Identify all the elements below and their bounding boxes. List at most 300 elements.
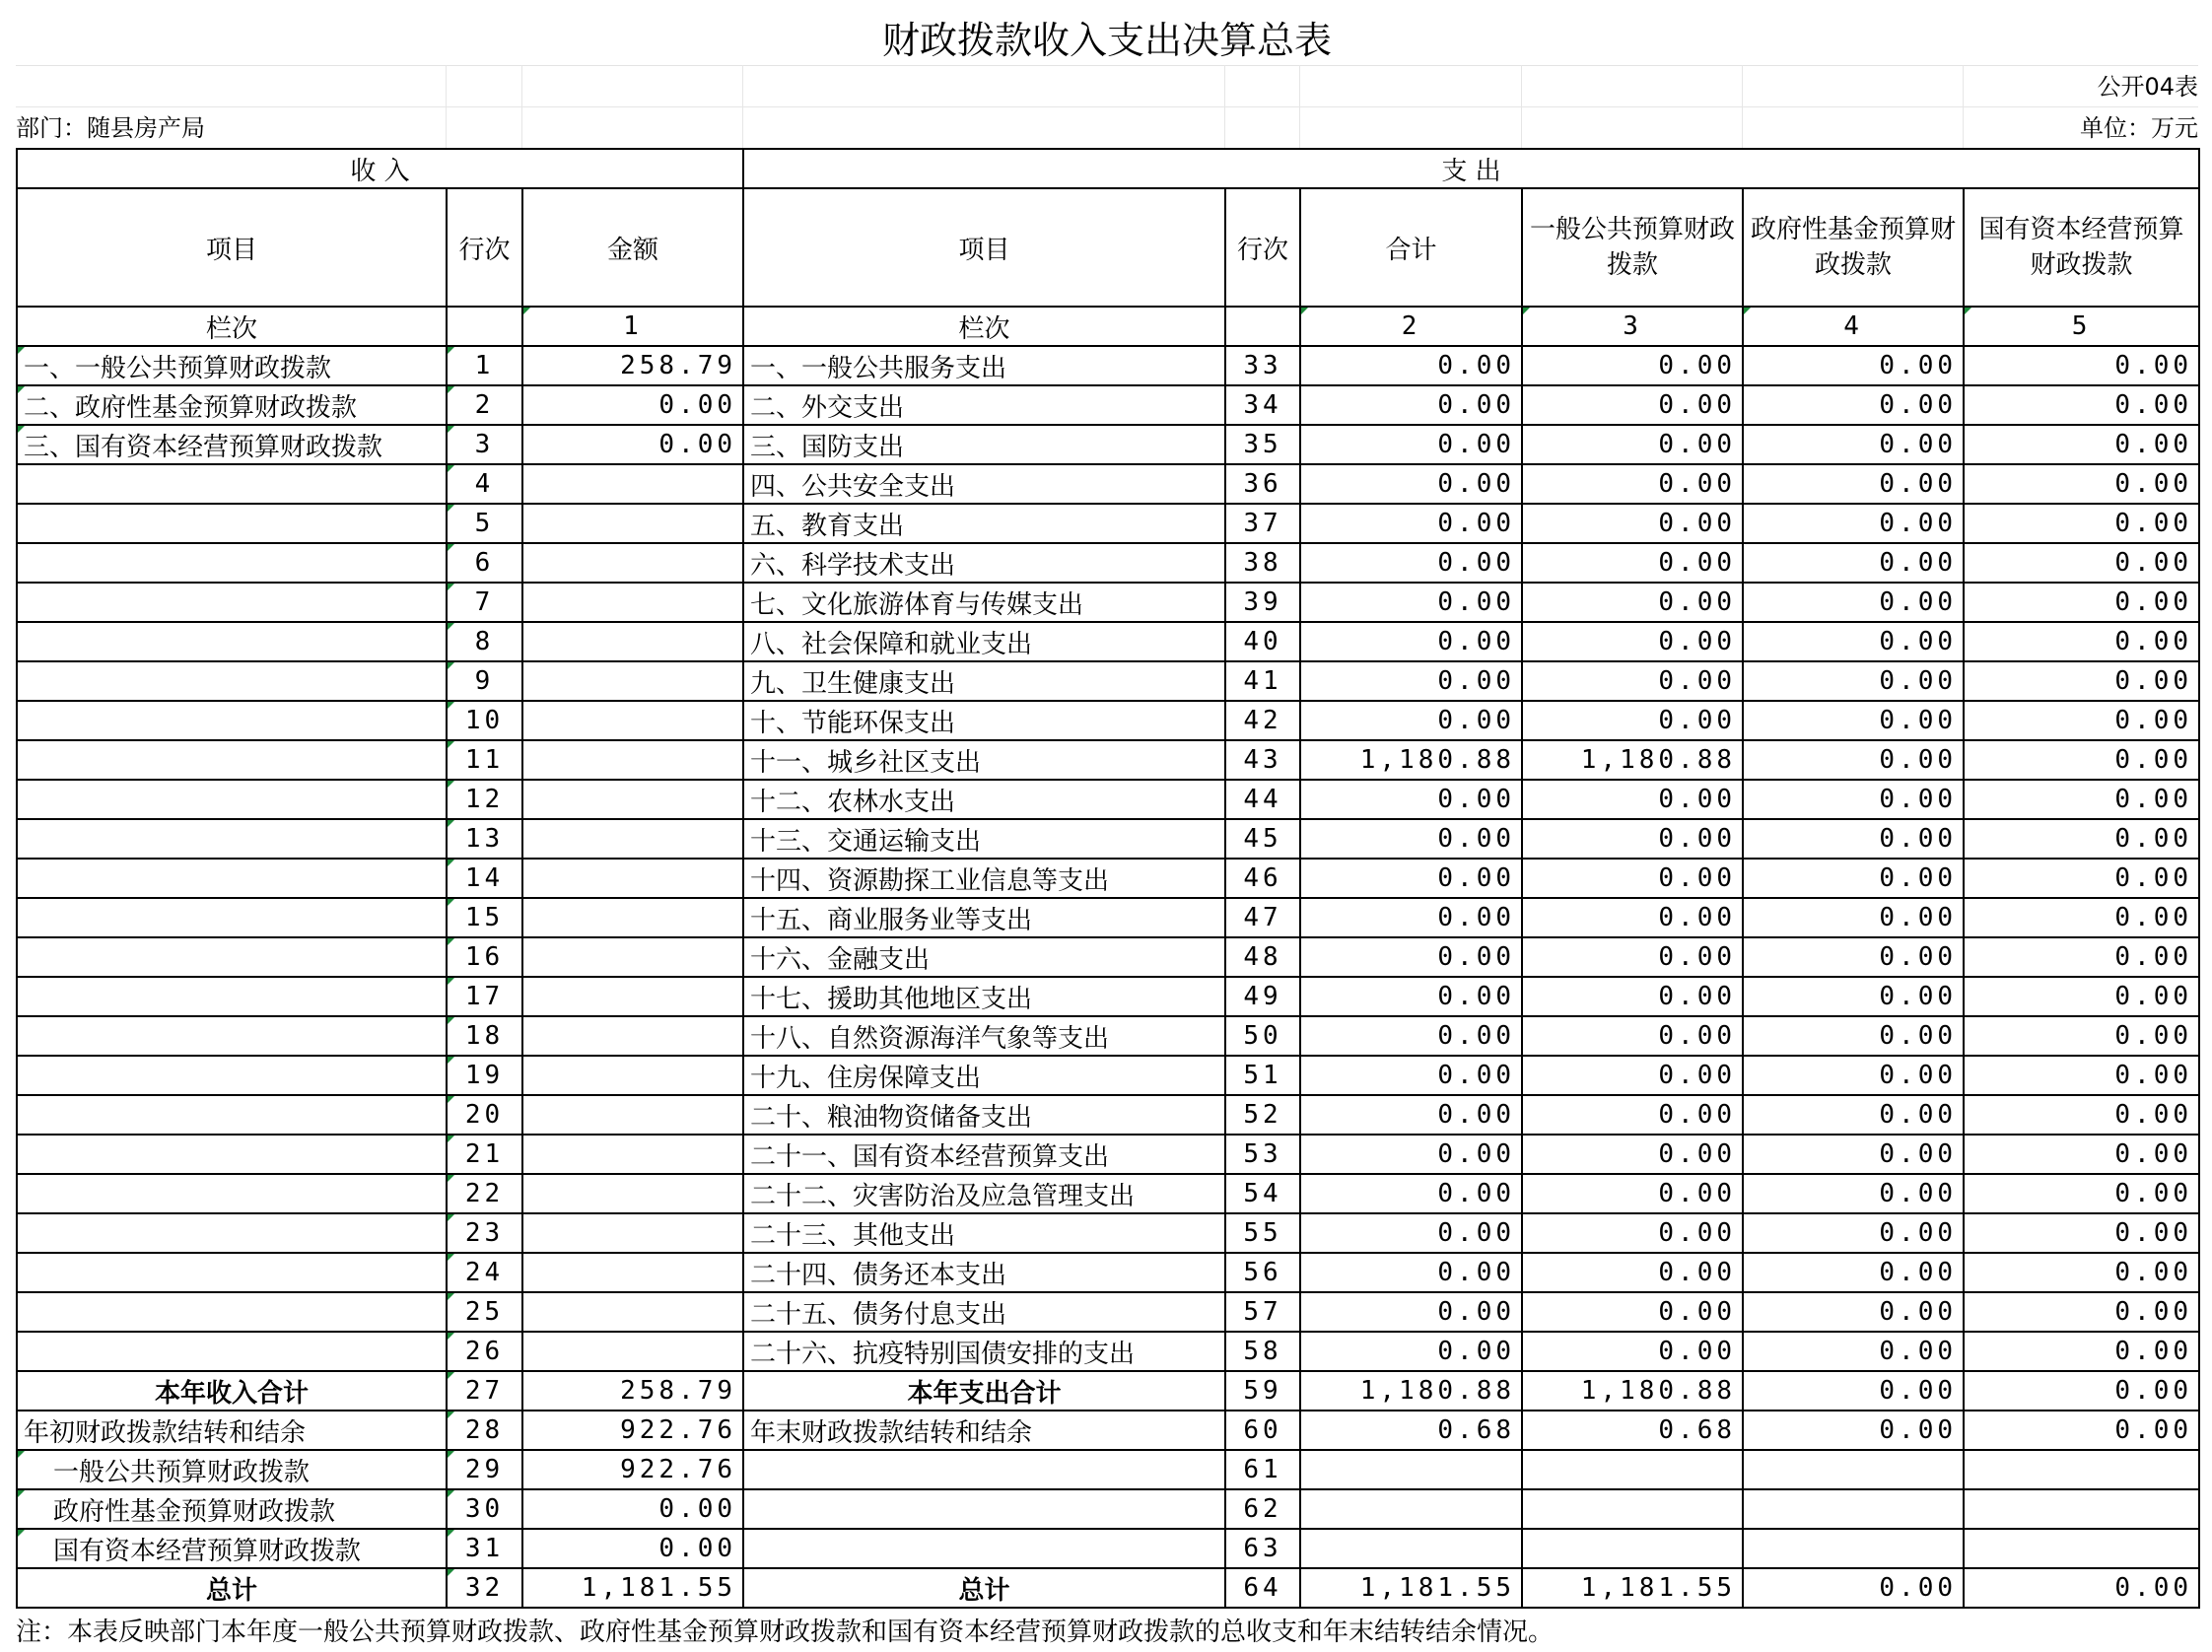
amount-cell: 0.00	[1743, 346, 1964, 385]
income-item: 二、政府性基金预算财政拨款	[17, 385, 447, 425]
amount-cell: 0.00	[1300, 622, 1522, 661]
table-row	[17, 898, 2199, 937]
amount-cell: 0.00	[1300, 1056, 1522, 1095]
amount-cell: 0.00	[1964, 1292, 2199, 1332]
row-number: 46	[1225, 859, 1300, 898]
total-header: 合计	[1300, 188, 1522, 307]
fund-budget-header: 政府性基金预算财政拨款	[1743, 188, 1964, 307]
table-row	[17, 1095, 2199, 1135]
expense-item: 十九、住房保障支出	[743, 1056, 1225, 1095]
amount-cell: 0.00	[1522, 543, 1743, 583]
amount-cell: 0.00	[1964, 701, 2199, 740]
row-number: 23	[447, 1213, 522, 1253]
empty-cell	[743, 1450, 1225, 1489]
amount-cell: 0.00	[1300, 1135, 1522, 1174]
row-number: 27	[447, 1371, 522, 1411]
row-number: 28	[447, 1411, 522, 1450]
expense-item: 六、科学技术支出	[743, 543, 1225, 583]
income-item	[17, 543, 447, 583]
empty-cell	[1743, 1489, 1964, 1529]
expense-rowno-header: 行次	[1225, 188, 1300, 307]
amount-cell	[522, 1253, 743, 1292]
amount-cell: 0.00	[1522, 977, 1743, 1016]
amount-cell: 0.00	[1300, 425, 1522, 464]
amount-cell: 0.00	[1964, 1016, 2199, 1056]
row-number: 32	[447, 1568, 522, 1608]
empty-cell	[1522, 1450, 1743, 1489]
form-number: 公开04表	[2097, 73, 2198, 101]
row-number: 6	[447, 543, 522, 583]
amount-cell: 0.00	[1743, 1332, 1964, 1371]
expense-item: 十六、金融支出	[743, 937, 1225, 977]
row-number: 35	[1225, 425, 1300, 464]
expense-item: 二十六、抗疫特别国债安排的支出	[743, 1332, 1225, 1371]
row-number: 50	[1225, 1016, 1300, 1056]
amount-cell: 0.00	[1743, 1174, 1964, 1213]
row-number: 4	[447, 464, 522, 504]
income-item	[17, 1056, 447, 1095]
empty-cell	[743, 1529, 1225, 1568]
amount-cell: 0.00	[1522, 385, 1743, 425]
row-number: 54	[1225, 1174, 1300, 1213]
table-row	[17, 1174, 2199, 1213]
expense-item-header: 项目	[743, 188, 1225, 307]
amount-cell: 0.00	[1300, 1213, 1522, 1253]
amount-cell	[522, 661, 743, 701]
amount-cell: 922.76	[522, 1411, 743, 1450]
amount-cell: 0.00	[1300, 819, 1522, 859]
expense-item: 十三、交通运输支出	[743, 819, 1225, 859]
row-number: 61	[1225, 1450, 1300, 1489]
department-label: 部门：随县房产局	[16, 114, 205, 142]
row-number: 58	[1225, 1332, 1300, 1371]
expense-item: 十、节能环保支出	[743, 701, 1225, 740]
table-row	[17, 622, 2199, 661]
amount-cell: 0.00	[1300, 1292, 1522, 1332]
amount-cell: 0.00	[1964, 819, 2199, 859]
empty-cell	[1522, 1529, 1743, 1568]
income-item	[17, 583, 447, 622]
income-item	[17, 1135, 447, 1174]
amount-cell: 0.00	[1300, 898, 1522, 937]
row-number: 12	[447, 780, 522, 819]
balance-sub-label: 国有资本经营预算财政拨款	[17, 1529, 447, 1568]
amount-cell: 0.00	[1522, 701, 1743, 740]
amount-cell: 0.00	[1964, 740, 2199, 780]
amount-cell: 0.00	[1522, 1135, 1743, 1174]
row-number: 11	[447, 740, 522, 780]
amount-cell: 1,180.88	[1522, 740, 1743, 780]
row-number: 63	[1225, 1529, 1300, 1568]
amount-cell: 0.00	[1964, 464, 2199, 504]
income-item	[17, 898, 447, 937]
table-row	[17, 1135, 2199, 1174]
amount-cell: 0.00	[1743, 425, 1964, 464]
income-item	[17, 977, 447, 1016]
empty-cell	[743, 1489, 1225, 1529]
expense-item: 八、社会保障和就业支出	[743, 622, 1225, 661]
expense-item: 十七、援助其他地区支出	[743, 977, 1225, 1016]
balance-sub-row	[17, 1529, 2199, 1568]
grand-total-label: 总计	[17, 1568, 447, 1608]
amount-cell: 0.00	[1522, 346, 1743, 385]
amount-cell: 258.79	[522, 1371, 743, 1411]
amount-cell	[522, 622, 743, 661]
table-row	[17, 1213, 2199, 1253]
row-number: 14	[447, 859, 522, 898]
amount-cell	[522, 1174, 743, 1213]
amount-cell: 0.00	[1743, 1568, 1964, 1608]
unit-label: 单位：万元	[2080, 114, 2198, 142]
amount-cell: 0.00	[1522, 661, 1743, 701]
amount-cell: 0.00	[1522, 1056, 1743, 1095]
amount-cell: 0.00	[1522, 464, 1743, 504]
amount-cell	[522, 1332, 743, 1371]
amount-cell	[522, 1056, 743, 1095]
row-number: 2	[447, 385, 522, 425]
budget-table	[16, 148, 2200, 1609]
amount-cell: 0.00	[1743, 1371, 1964, 1411]
col-index: 4	[1743, 307, 1964, 346]
general-budget-header: 一般公共预算财政拨款	[1522, 188, 1743, 307]
amount-cell: 0.00	[1964, 1332, 2199, 1371]
row-number: 29	[447, 1450, 522, 1489]
row-number: 33	[1225, 346, 1300, 385]
amount-cell	[522, 1135, 743, 1174]
row-number: 62	[1225, 1489, 1300, 1529]
row-number: 19	[447, 1056, 522, 1095]
income-item	[17, 464, 447, 504]
row-number: 55	[1225, 1213, 1300, 1253]
amount-cell: 0.00	[1743, 898, 1964, 937]
income-item	[17, 1213, 447, 1253]
empty-cell	[1743, 1450, 1964, 1489]
table-row	[17, 937, 2199, 977]
amount-cell: 0.00	[1522, 780, 1743, 819]
income-header: 收 入	[17, 149, 743, 188]
amount-cell: 0.00	[1300, 1253, 1522, 1292]
amount-cell: 0.00	[1522, 425, 1743, 464]
amount-cell: 0.00	[1964, 425, 2199, 464]
amount-cell: 0.00	[1522, 1292, 1743, 1332]
income-item	[17, 1095, 447, 1135]
amount-cell: 258.79	[522, 346, 743, 385]
amount-cell: 0.00	[1522, 898, 1743, 937]
income-item	[17, 1292, 447, 1332]
amount-cell: 0.00	[522, 1489, 743, 1529]
balance-sub-label: 政府性基金预算财政拨款	[17, 1489, 447, 1529]
col-index-empty	[1225, 307, 1300, 346]
expense-item: 十一、城乡社区支出	[743, 740, 1225, 780]
expense-item: 九、卫生健康支出	[743, 661, 1225, 701]
amount-cell: 0.00	[1964, 1174, 2199, 1213]
amount-cell: 0.00	[1522, 1095, 1743, 1135]
row-number: 10	[447, 701, 522, 740]
row-number: 64	[1225, 1568, 1300, 1608]
row-number: 36	[1225, 464, 1300, 504]
expense-item: 十八、自然资源海洋气象等支出	[743, 1016, 1225, 1056]
amount-cell: 0.00	[1743, 780, 1964, 819]
state-capital-header: 国有资本经营预算财政拨款	[1964, 188, 2199, 307]
amount-cell: 0.00	[1300, 1174, 1522, 1213]
amount-cell: 0.00	[1743, 859, 1964, 898]
amount-cell: 1,181.55	[1522, 1568, 1743, 1608]
amount-cell	[522, 1213, 743, 1253]
balance-sub-row	[17, 1489, 2199, 1529]
amount-cell: 0.00	[1743, 977, 1964, 1016]
amount-cell: 0.00	[1522, 1253, 1743, 1292]
col-index-label: 栏次	[743, 307, 1225, 346]
amount-cell	[522, 898, 743, 937]
amount-cell: 0.00	[1522, 1213, 1743, 1253]
row-number: 31	[447, 1529, 522, 1568]
amount-cell: 0.00	[1743, 543, 1964, 583]
row-number: 24	[447, 1253, 522, 1292]
amount-cell: 0.00	[1964, 543, 2199, 583]
row-number: 37	[1225, 504, 1300, 543]
amount-cell: 0.00	[1964, 977, 2199, 1016]
expense-item: 二十三、其他支出	[743, 1213, 1225, 1253]
amount-cell: 0.00	[1743, 740, 1964, 780]
income-item	[17, 1174, 447, 1213]
amount-cell: 0.00	[1300, 385, 1522, 425]
col-index: 5	[1964, 307, 2199, 346]
empty-cell	[1522, 1489, 1743, 1529]
amount-cell: 0.00	[1522, 1332, 1743, 1371]
amount-cell: 0.00	[522, 1529, 743, 1568]
income-item	[17, 859, 447, 898]
amount-cell	[522, 740, 743, 780]
income-amount-header: 金额	[522, 188, 743, 307]
income-item	[17, 819, 447, 859]
amount-cell: 0.00	[1743, 1016, 1964, 1056]
row-number: 7	[447, 583, 522, 622]
expense-item: 二十五、债务付息支出	[743, 1292, 1225, 1332]
amount-cell: 0.00	[1743, 504, 1964, 543]
amount-cell: 0.00	[1300, 1016, 1522, 1056]
amount-cell: 0.68	[1300, 1411, 1522, 1450]
report-title: 财政拨款收入支出决算总表	[16, 16, 2198, 66]
row-number: 22	[447, 1174, 522, 1213]
amount-cell: 1,181.55	[1300, 1568, 1522, 1608]
row-number: 48	[1225, 937, 1300, 977]
expense-item: 三、国防支出	[743, 425, 1225, 464]
row-number: 39	[1225, 583, 1300, 622]
row-number: 42	[1225, 701, 1300, 740]
row-number: 53	[1225, 1135, 1300, 1174]
row-number: 26	[447, 1332, 522, 1371]
amount-cell: 0.00	[1743, 1411, 1964, 1450]
income-item	[17, 1253, 447, 1292]
amount-cell: 0.00	[1522, 583, 1743, 622]
income-item	[17, 661, 447, 701]
empty-cell	[1300, 1489, 1522, 1529]
expense-item: 二十四、债务还本支出	[743, 1253, 1225, 1292]
col-index: 2	[1300, 307, 1522, 346]
income-item	[17, 622, 447, 661]
amount-cell: 0.00	[1964, 1568, 2199, 1608]
amount-cell: 0.00	[1300, 504, 1522, 543]
income-item	[17, 1332, 447, 1371]
table-row	[17, 977, 2199, 1016]
amount-cell: 0.00	[1522, 937, 1743, 977]
row-number: 9	[447, 661, 522, 701]
table-row	[17, 1016, 2199, 1056]
row-number: 15	[447, 898, 522, 937]
row-number: 25	[447, 1292, 522, 1332]
amount-cell	[522, 543, 743, 583]
table-row	[17, 346, 2199, 385]
amount-cell: 0.00	[1964, 1095, 2199, 1135]
amount-cell	[522, 464, 743, 504]
amount-cell: 0.00	[1300, 1095, 1522, 1135]
row-number: 47	[1225, 898, 1300, 937]
amount-cell	[522, 583, 743, 622]
amount-cell: 0.00	[1743, 701, 1964, 740]
row-number: 3	[447, 425, 522, 464]
table-row	[17, 859, 2199, 898]
expense-item: 二十、粮油物资储备支出	[743, 1095, 1225, 1135]
amount-cell: 0.00	[1964, 859, 2199, 898]
amount-cell: 0.00	[1300, 346, 1522, 385]
empty-cell	[1964, 1529, 2199, 1568]
row-number: 40	[1225, 622, 1300, 661]
income-item	[17, 937, 447, 977]
row-number: 41	[1225, 661, 1300, 701]
amount-cell	[522, 937, 743, 977]
amount-cell: 0.00	[1743, 1292, 1964, 1332]
income-item-header: 项目	[17, 188, 447, 307]
amount-cell: 0.00	[1964, 661, 2199, 701]
expense-total-label: 本年支出合计	[743, 1371, 1225, 1411]
end-balance-label: 年末财政拨款结转和结余	[743, 1411, 1225, 1450]
row-number: 16	[447, 937, 522, 977]
row-number: 59	[1225, 1371, 1300, 1411]
amount-cell: 0.00	[1964, 937, 2199, 977]
empty-cell	[1743, 1529, 1964, 1568]
amount-cell: 0.00	[1964, 1411, 2199, 1450]
column-index-row	[17, 307, 2199, 346]
income-rowno-header: 行次	[447, 188, 522, 307]
section-header-row	[17, 149, 2199, 188]
amount-cell: 0.00	[1522, 622, 1743, 661]
amount-cell: 0.00	[1964, 346, 2199, 385]
expense-item: 四、公共安全支出	[743, 464, 1225, 504]
col-index-label: 栏次	[17, 307, 447, 346]
row-number: 20	[447, 1095, 522, 1135]
amount-cell: 0.00	[1743, 1056, 1964, 1095]
row-number: 44	[1225, 780, 1300, 819]
amount-cell: 0.00	[1300, 583, 1522, 622]
amount-cell: 0.00	[1964, 622, 2199, 661]
amount-cell: 0.00	[1522, 819, 1743, 859]
amount-cell: 0.00	[1743, 583, 1964, 622]
table-row	[17, 543, 2199, 583]
amount-cell: 0.00	[1522, 1016, 1743, 1056]
table-row	[17, 385, 2199, 425]
table-row	[17, 1292, 2199, 1332]
amount-cell: 0.00	[1964, 1135, 2199, 1174]
expense-item: 十五、商业服务业等支出	[743, 898, 1225, 937]
amount-cell	[522, 504, 743, 543]
amount-cell: 0.00	[522, 385, 743, 425]
amount-cell: 0.00	[1300, 937, 1522, 977]
grid-line	[16, 106, 2198, 107]
row-number: 5	[447, 504, 522, 543]
amount-cell: 0.00	[1743, 661, 1964, 701]
expense-item: 五、教育支出	[743, 504, 1225, 543]
income-total-label: 本年收入合计	[17, 1371, 447, 1411]
table-row	[17, 1332, 2199, 1371]
row-number: 57	[1225, 1292, 1300, 1332]
amount-cell: 0.00	[1300, 859, 1522, 898]
amount-cell: 922.76	[522, 1450, 743, 1489]
balance-row	[17, 1411, 2199, 1450]
amount-cell: 0.00	[1300, 464, 1522, 504]
col-index: 3	[1522, 307, 1743, 346]
amount-cell: 0.00	[1522, 859, 1743, 898]
amount-cell: 0.00	[1743, 1135, 1964, 1174]
amount-cell: 0.00	[1743, 937, 1964, 977]
income-item	[17, 504, 447, 543]
empty-cell	[1300, 1450, 1522, 1489]
row-number: 13	[447, 819, 522, 859]
income-item: 一、一般公共预算财政拨款	[17, 346, 447, 385]
amount-cell: 0.00	[1964, 504, 2199, 543]
table-row	[17, 661, 2199, 701]
amount-cell: 0.00	[1522, 1174, 1743, 1213]
amount-cell	[522, 701, 743, 740]
amount-cell: 0.00	[1964, 1213, 2199, 1253]
amount-cell: 1,180.88	[1522, 1371, 1743, 1411]
empty-cell	[1964, 1489, 2199, 1529]
amount-cell	[522, 859, 743, 898]
amount-cell: 0.00	[1300, 701, 1522, 740]
expense-item: 七、文化旅游体育与传媒支出	[743, 583, 1225, 622]
row-number: 38	[1225, 543, 1300, 583]
row-number: 45	[1225, 819, 1300, 859]
amount-cell: 0.00	[1522, 504, 1743, 543]
expense-header: 支 出	[743, 149, 2199, 188]
row-number: 52	[1225, 1095, 1300, 1135]
row-number: 51	[1225, 1056, 1300, 1095]
amount-cell: 0.00	[1743, 1253, 1964, 1292]
row-number: 60	[1225, 1411, 1300, 1450]
table-row	[17, 819, 2199, 859]
amount-cell: 0.00	[1743, 385, 1964, 425]
income-item	[17, 701, 447, 740]
amount-cell: 0.00	[1964, 1056, 2199, 1095]
row-number: 1	[447, 346, 522, 385]
amount-cell: 0.00	[1300, 977, 1522, 1016]
table-row	[17, 780, 2199, 819]
row-number: 56	[1225, 1253, 1300, 1292]
amount-cell	[522, 819, 743, 859]
amount-cell: 1,180.88	[1300, 740, 1522, 780]
amount-cell: 0.00	[1300, 780, 1522, 819]
row-number: 30	[447, 1489, 522, 1529]
expense-item: 一、一般公共服务支出	[743, 346, 1225, 385]
footnote: 注：本表反映部门本年度一般公共预算财政拨款、政府性基金预算财政拨款和国有资本经营预算财政拨款的总收支和年末结转结余情况。	[16, 1618, 1555, 1647]
expense-item: 十二、农林水支出	[743, 780, 1225, 819]
amount-cell: 0.00	[1964, 780, 2199, 819]
begin-balance-label: 年初财政拨款结转和结余	[17, 1411, 447, 1450]
amount-cell: 0.00	[1300, 661, 1522, 701]
amount-cell: 0.00	[1964, 1371, 2199, 1411]
amount-cell: 0.00	[1743, 464, 1964, 504]
grand-total-row	[17, 1568, 2199, 1608]
amount-cell: 0.00	[1743, 1213, 1964, 1253]
